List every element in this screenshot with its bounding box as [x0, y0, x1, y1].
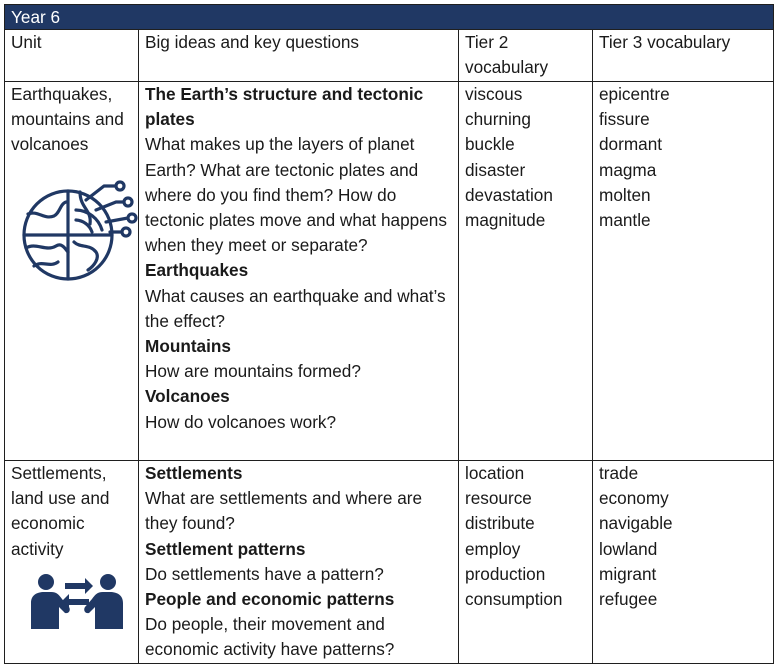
tier3-word: mantle [599, 210, 651, 231]
tier3-word: trade [599, 463, 639, 483]
tier2-word: churning [465, 109, 531, 130]
unit-cell [5, 461, 139, 664]
tier2-word: disaster [465, 159, 526, 180]
tier3-word: epicentre [599, 84, 670, 104]
tier2-word: location [465, 463, 525, 483]
tier3-word: fissure [599, 109, 650, 130]
tier2-word: consumption [465, 589, 563, 610]
tier3-word: refugee [599, 589, 658, 610]
earth-circuit-icon [20, 180, 132, 290]
header-unit: Unit [5, 30, 139, 82]
tier3-cell [593, 82, 774, 461]
idea-question: How are mountains formed? [145, 361, 361, 382]
idea-question: Do people, their movement and economic activity have patterns? [145, 614, 395, 660]
tier2-word: devastation [465, 184, 553, 205]
unit-name: Settlements, land use and economic activity [11, 463, 110, 559]
idea-question: What makes up the layers of planet Earth? What are tectonic plates and where do you find them? How do tectonic plates move and what happens when they meet or separate? [145, 134, 447, 256]
tier2-cell [459, 461, 593, 664]
header-row [5, 30, 774, 82]
tier3-word: dormant [599, 134, 663, 155]
idea-question: Do settlements have a pattern? [145, 563, 384, 584]
tier2-word: distribute [465, 513, 535, 534]
table-row [5, 461, 774, 664]
idea-heading: Mountains [145, 336, 231, 357]
tier2-cell [459, 82, 593, 461]
idea-heading: Earthquakes [145, 260, 249, 281]
idea-heading: Settlement patterns [145, 538, 306, 559]
header-tier2: Tier 2 vocabulary [459, 30, 593, 82]
big-ideas-cell [139, 82, 459, 461]
header-tier3: Tier 3 vocabulary [593, 30, 774, 82]
unit-name: Earthquakes, mountains and volcanoes [11, 84, 124, 155]
curriculum-table [4, 4, 774, 664]
year-title: Year 6 [5, 5, 774, 30]
idea-heading: People and economic patterns [145, 589, 395, 610]
year-title-row [5, 5, 774, 30]
tier3-word: navigable [599, 513, 673, 534]
unit-cell [5, 82, 139, 461]
idea-heading: Volcanoes [145, 386, 230, 407]
header-big-ideas: Big ideas and key questions [139, 30, 459, 82]
tier3-word: lowland [599, 538, 658, 559]
tier3-word: magma [599, 159, 657, 180]
tier2-word: viscous [465, 84, 523, 104]
idea-question: What causes an earthquake and what’s the effect? [145, 285, 446, 331]
tier3-word: economy [599, 488, 669, 509]
big-ideas-cell [139, 461, 459, 664]
tier2-word: resource [465, 488, 532, 509]
idea-question: What are settlements and where are they found? [145, 488, 423, 534]
tier2-word: production [465, 563, 546, 584]
table-row [5, 82, 774, 461]
tier2-word: employ [465, 538, 521, 559]
tier2-word: magnitude [465, 210, 546, 231]
tier2-word: buckle [465, 134, 515, 155]
idea-heading: Settlements [145, 463, 243, 483]
idea-question: How do volcanoes work? [145, 411, 337, 432]
people-exchange-icon [29, 573, 132, 629]
tier3-word: molten [599, 184, 651, 205]
idea-heading: The Earth’s structure and tectonic plates [145, 84, 424, 130]
tier3-word: migrant [599, 563, 657, 584]
tier3-cell [593, 461, 774, 664]
